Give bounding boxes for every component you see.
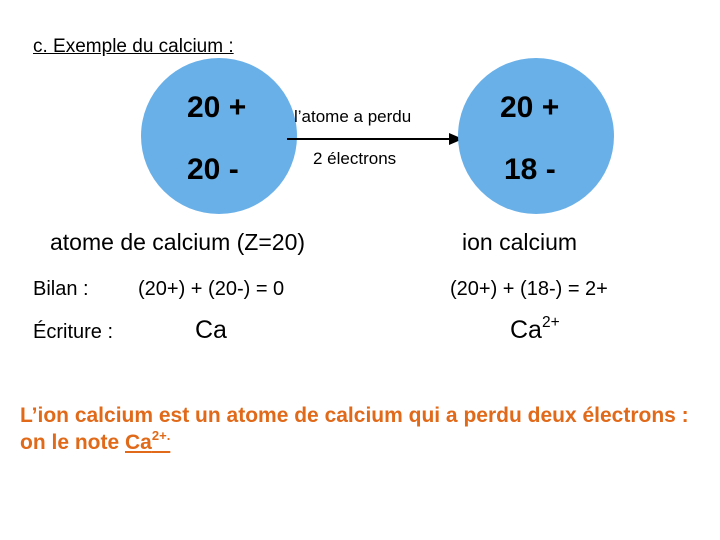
ion-negative-charge: 18 -	[504, 153, 556, 186]
ion-circle	[458, 58, 614, 214]
atom-bilan: (20+) + (20-) = 0	[138, 278, 285, 300]
atom-symbol: Ca	[195, 316, 227, 344]
arrow-caption-line1: l’atome a perdu	[294, 107, 412, 126]
arrow-right-icon	[285, 132, 465, 146]
ion-label: ion calcium	[462, 229, 578, 255]
atom-circle	[141, 58, 297, 214]
ion-positive-charge: 20 +	[500, 91, 560, 124]
ion-symbol: $Ca^{2+}$	[510, 314, 560, 344]
atom-positive-charge: 20 +	[187, 91, 247, 124]
ecriture-label: Écriture :	[33, 321, 114, 343]
bilan-label: Bilan :	[33, 278, 89, 300]
arrow-caption-line2: 2 électrons	[313, 149, 397, 168]
atom-label: atome de calcium (Z=20)	[50, 229, 306, 255]
atom-negative-charge: 20 -	[187, 153, 239, 186]
conclusion-text: L’ion calcium est un atome de calcium qui a perdu deux électrons : on le note $Ca^{2+.}$	[20, 404, 689, 454]
conclusion-formula: $Ca^{2+.}$	[125, 427, 171, 454]
section-title: c. Exemple du calcium :	[33, 36, 234, 57]
ion-bilan: (20+) + (18-) = 2+	[450, 278, 608, 300]
